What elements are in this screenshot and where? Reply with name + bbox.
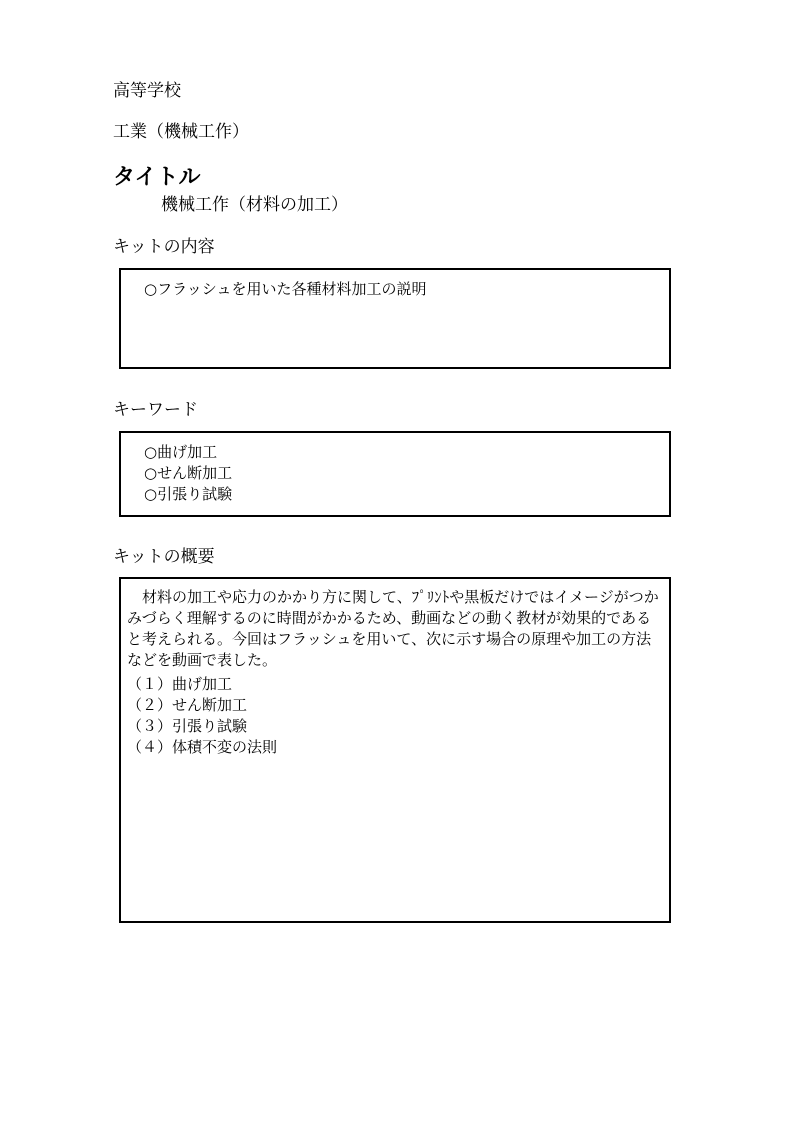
kit-content-text: ○フラッシュを用いた各種材料加工の説明 (144, 280, 427, 298)
keyword-item: ○引張り試験 (144, 485, 233, 503)
summary-box (119, 577, 671, 923)
school-type: 高等学校 (113, 81, 181, 101)
summary-item: （１）曲げ加工 (127, 675, 233, 693)
keywords-heading: キーワード (113, 400, 198, 420)
summary-heading: キットの概要 (113, 547, 215, 567)
keywords-box (119, 431, 671, 517)
kit-content-box (119, 268, 671, 369)
keywords-list (144, 442, 232, 505)
summary-list (127, 674, 277, 758)
keyword-item: ○せん断加工 (144, 464, 233, 482)
summary-paragraph: 材料の加工や応力のかかり方に関して、ﾌﾟﾘﾝﾄや黒板だけではイメージがつかみづらく理解するのに時間がかかるため、動画などの動く教材が効果的であると考えられる。今回はフラッシュを用いて、次に示す場合の原理や加工の方法などを動画で表した。 (127, 588, 659, 669)
summary-item: （３）引張り試験 (127, 717, 248, 735)
title-heading: タイトル (113, 165, 201, 190)
title-value: 機械工作（材料の加工） (161, 195, 348, 215)
summary-item: （４）体積不変の法則 (127, 738, 278, 756)
subject-name: 工業（機械工作） (113, 122, 249, 142)
keyword-item: ○曲げ加工 (144, 443, 218, 461)
summary-item: （２）せん断加工 (127, 696, 248, 714)
kit-content-heading: キットの内容 (113, 237, 215, 257)
